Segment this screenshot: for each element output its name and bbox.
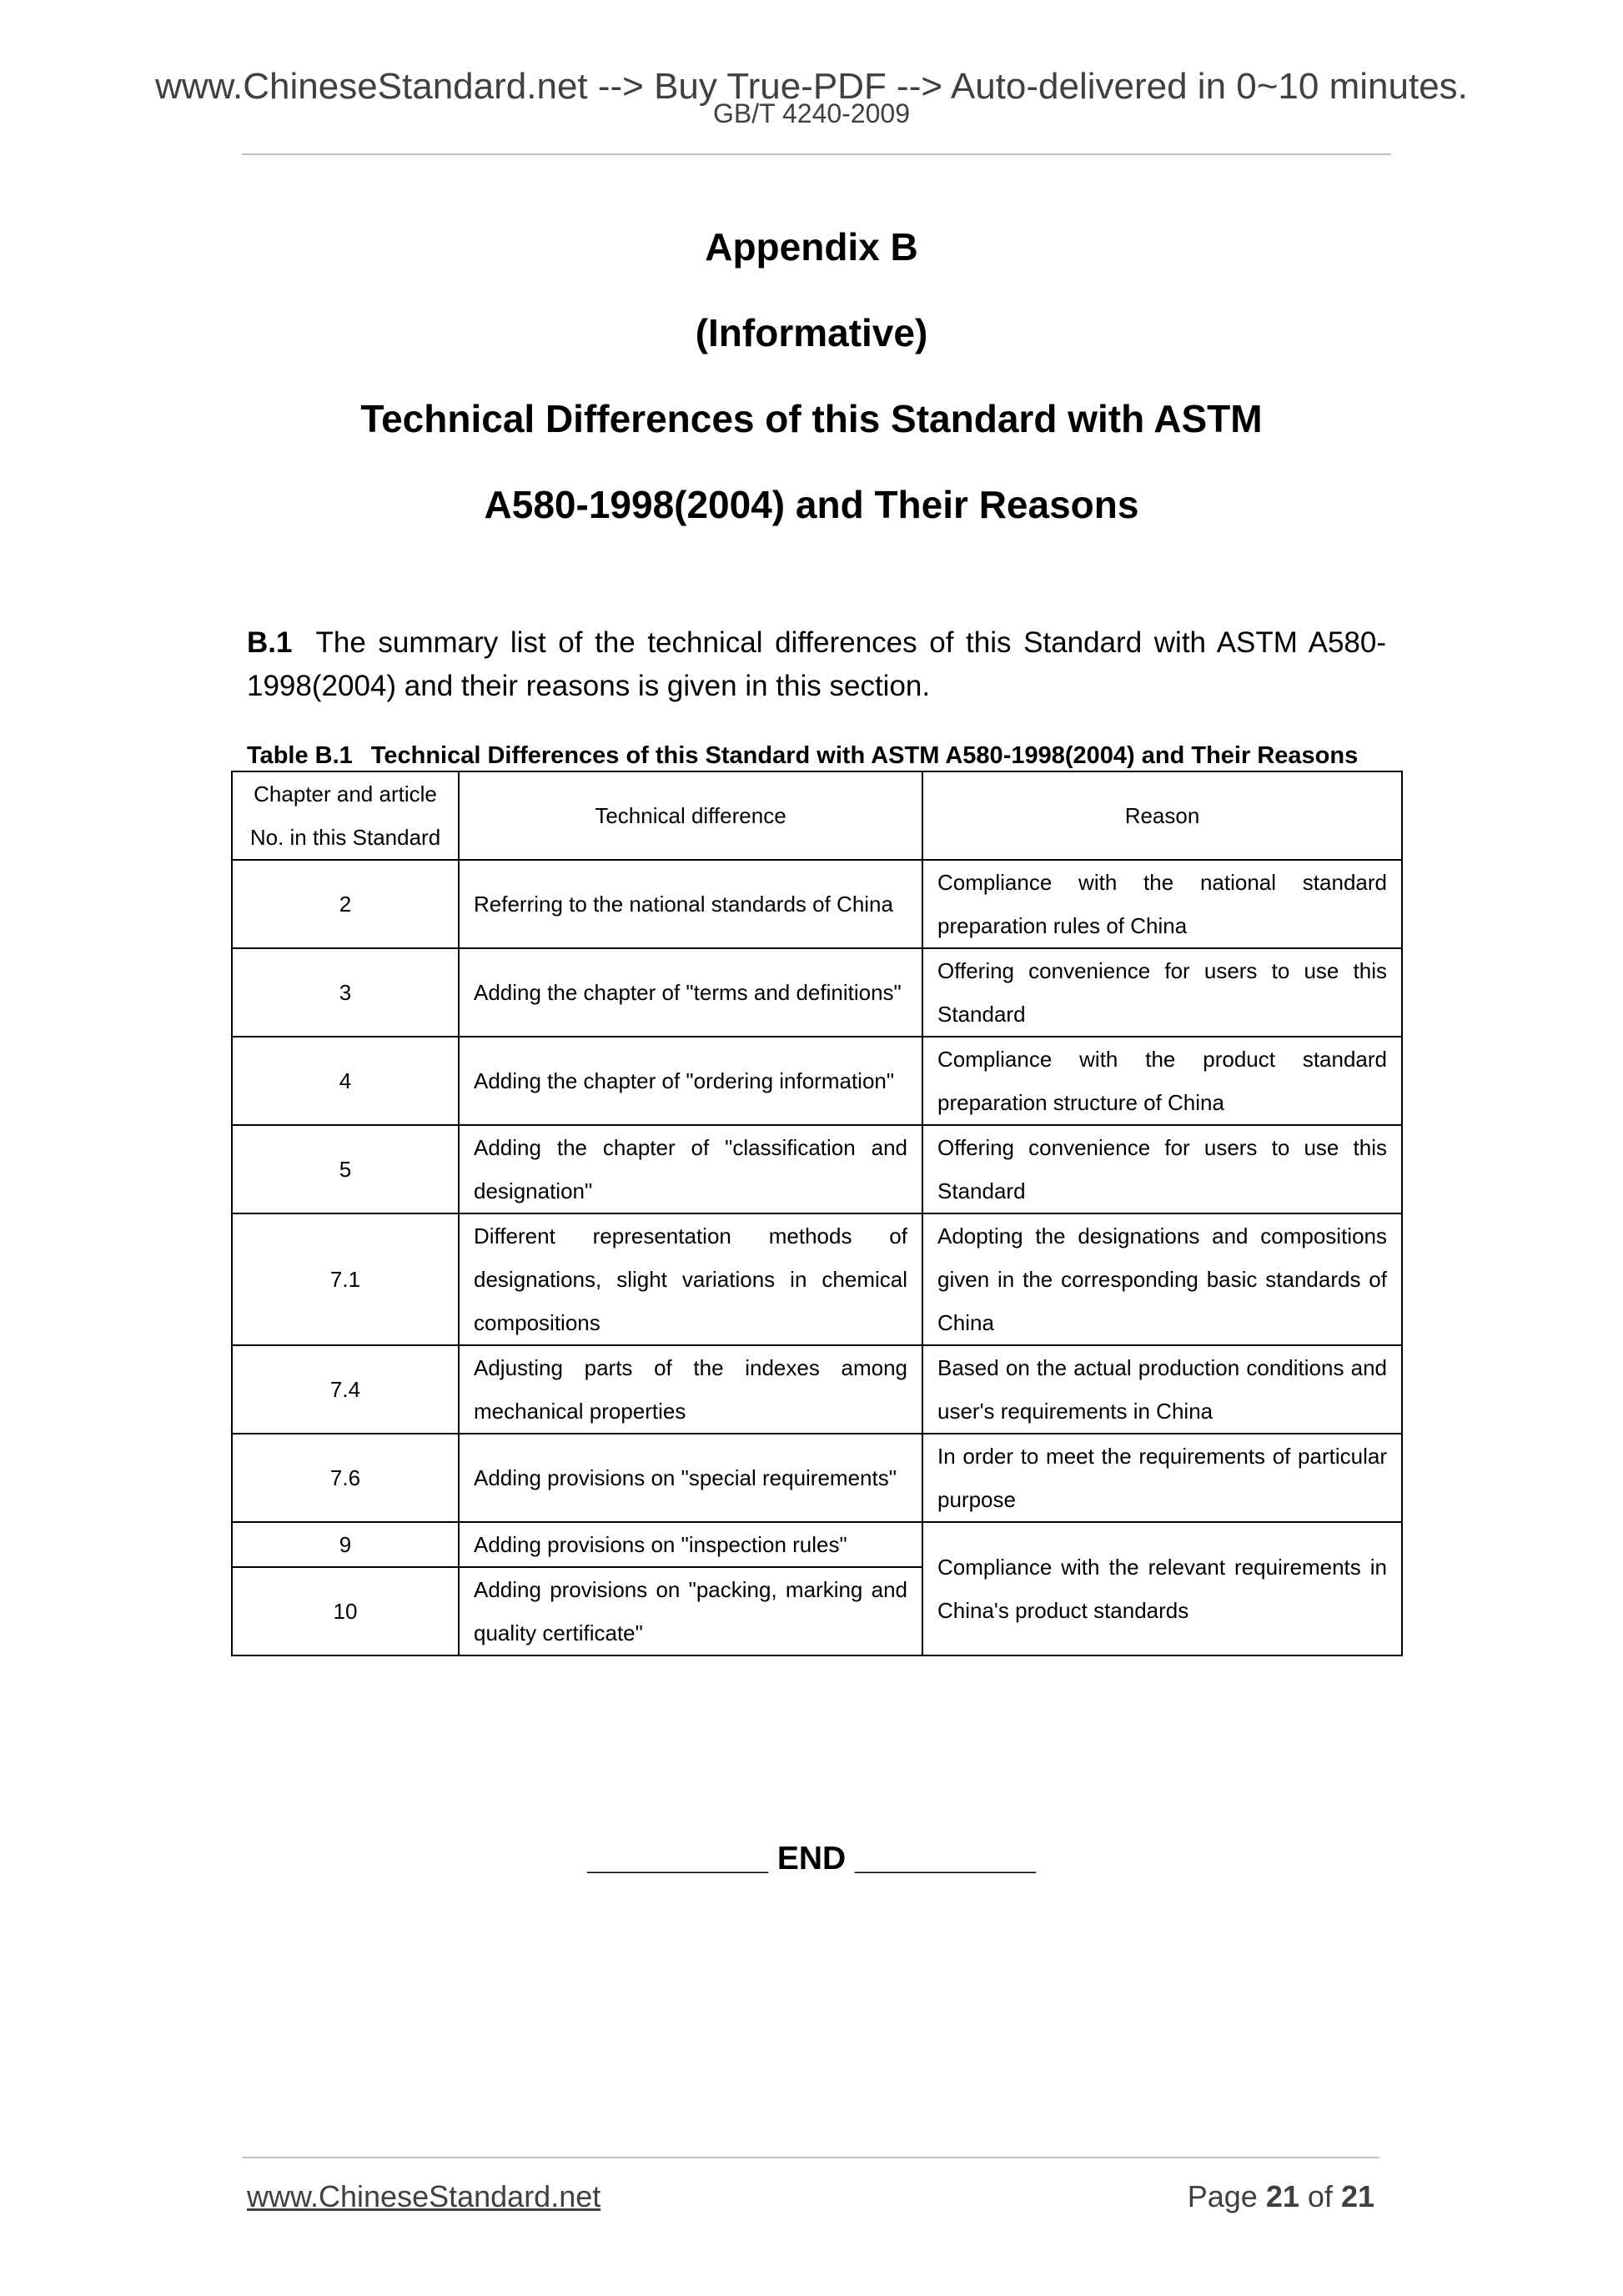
- cell-difference: Adding the chapter of "ordering information": [459, 1037, 922, 1125]
- cell-reason: Compliance with the national standard preparation rules of China: [922, 860, 1402, 948]
- page-current: 21: [1265, 2179, 1299, 2213]
- table-row: [232, 1522, 1402, 1567]
- table-row: [232, 1213, 1402, 1345]
- header-chapter-no: Chapter and article No. in this Standard: [232, 771, 459, 860]
- appendix-title: Appendix B: [705, 225, 918, 269]
- cell-no: 3: [232, 948, 459, 1037]
- technical-differences-table: [231, 771, 1403, 1656]
- cell-no: 4: [232, 1037, 459, 1125]
- cell-no: 7.1: [232, 1213, 459, 1345]
- page-of: of: [1307, 2179, 1333, 2213]
- appendix-type: (Informative): [695, 311, 928, 354]
- cell-difference: Different representation methods of designations, slight variations in chemical compositions: [459, 1213, 922, 1345]
- cell-difference: Adding provisions on "inspection rules": [459, 1522, 922, 1567]
- cell-no: 7.6: [232, 1434, 459, 1522]
- cell-reason: Offering convenience for users to use this Standard: [922, 1125, 1402, 1213]
- cell-no: 10: [232, 1567, 459, 1655]
- cell-reason: Adopting the designations and compositions given in the corresponding basic standards of China: [922, 1213, 1402, 1345]
- header-banner: www.ChineseStandard.net --> Buy True-PDF --> Auto-delivered in 0~10 minutes.: [155, 66, 1468, 107]
- footer-divider: [242, 2157, 1379, 2158]
- cell-reason: Based on the actual production conditions and user's requirements in China: [922, 1345, 1402, 1434]
- cell-difference: Adding the chapter of "terms and definitions": [459, 948, 922, 1037]
- table-row: [232, 1345, 1402, 1434]
- page-total: 21: [1340, 2179, 1374, 2213]
- table-caption-number: Table B.1: [247, 742, 353, 769]
- appendix-heading-line1: Technical Differences of this Standard with ASTM: [360, 397, 1263, 440]
- cell-difference: Adjusting parts of the indexes among mechanical properties: [459, 1345, 922, 1434]
- footer-website-link[interactable]: www.ChineseStandard.net: [247, 2179, 601, 2213]
- section-number: B.1: [247, 626, 293, 659]
- cell-no: 9: [232, 1522, 459, 1567]
- table-row: [232, 1037, 1402, 1125]
- header-divider: [242, 153, 1391, 155]
- section-b1-paragraph: [247, 621, 1386, 708]
- cell-difference: Adding the chapter of "classification and designation": [459, 1125, 922, 1213]
- cell-no: 5: [232, 1125, 459, 1213]
- table-header-row: [232, 771, 1402, 860]
- cell-reason: Compliance with the product standard preparation structure of China: [922, 1037, 1402, 1125]
- cell-reason-merged: Compliance with the relevant requirements in China's product standards: [922, 1522, 1402, 1655]
- cell-difference: Adding provisions on "packing, marking and quality certificate": [459, 1567, 922, 1655]
- table-row: [232, 948, 1402, 1037]
- page-label: Page: [1187, 2179, 1258, 2213]
- page-number: [1188, 2178, 1374, 2215]
- end-marker: __________ END __________: [587, 1841, 1036, 1876]
- cell-no: 7.4: [232, 1345, 459, 1434]
- header-technical-difference: Technical difference: [459, 771, 922, 860]
- table-caption-title: Technical Differences of this Standard with ASTM A580-1998(2004) and Their Reasons: [370, 742, 1359, 769]
- section-text: The summary list of the technical differences of this Standard with ASTM A580-1998(2004) and their reasons is given in this section.: [247, 626, 1386, 702]
- table-row: [232, 1125, 1402, 1213]
- table-row: [232, 1434, 1402, 1522]
- cell-difference: Adding provisions on "special requirements": [459, 1434, 922, 1522]
- header-reason: Reason: [922, 771, 1402, 860]
- table-row: [232, 860, 1402, 948]
- cell-no: 2: [232, 860, 459, 948]
- cell-difference: Referring to the national standards of China: [459, 860, 922, 948]
- appendix-heading-line2: A580-1998(2004) and Their Reasons: [484, 483, 1139, 526]
- standard-code: GB/T 4240-2009: [712, 98, 910, 128]
- table-caption: [247, 739, 1398, 772]
- cell-reason: In order to meet the requirements of particular purpose: [922, 1434, 1402, 1522]
- cell-reason: Offering convenience for users to use this Standard: [922, 948, 1402, 1037]
